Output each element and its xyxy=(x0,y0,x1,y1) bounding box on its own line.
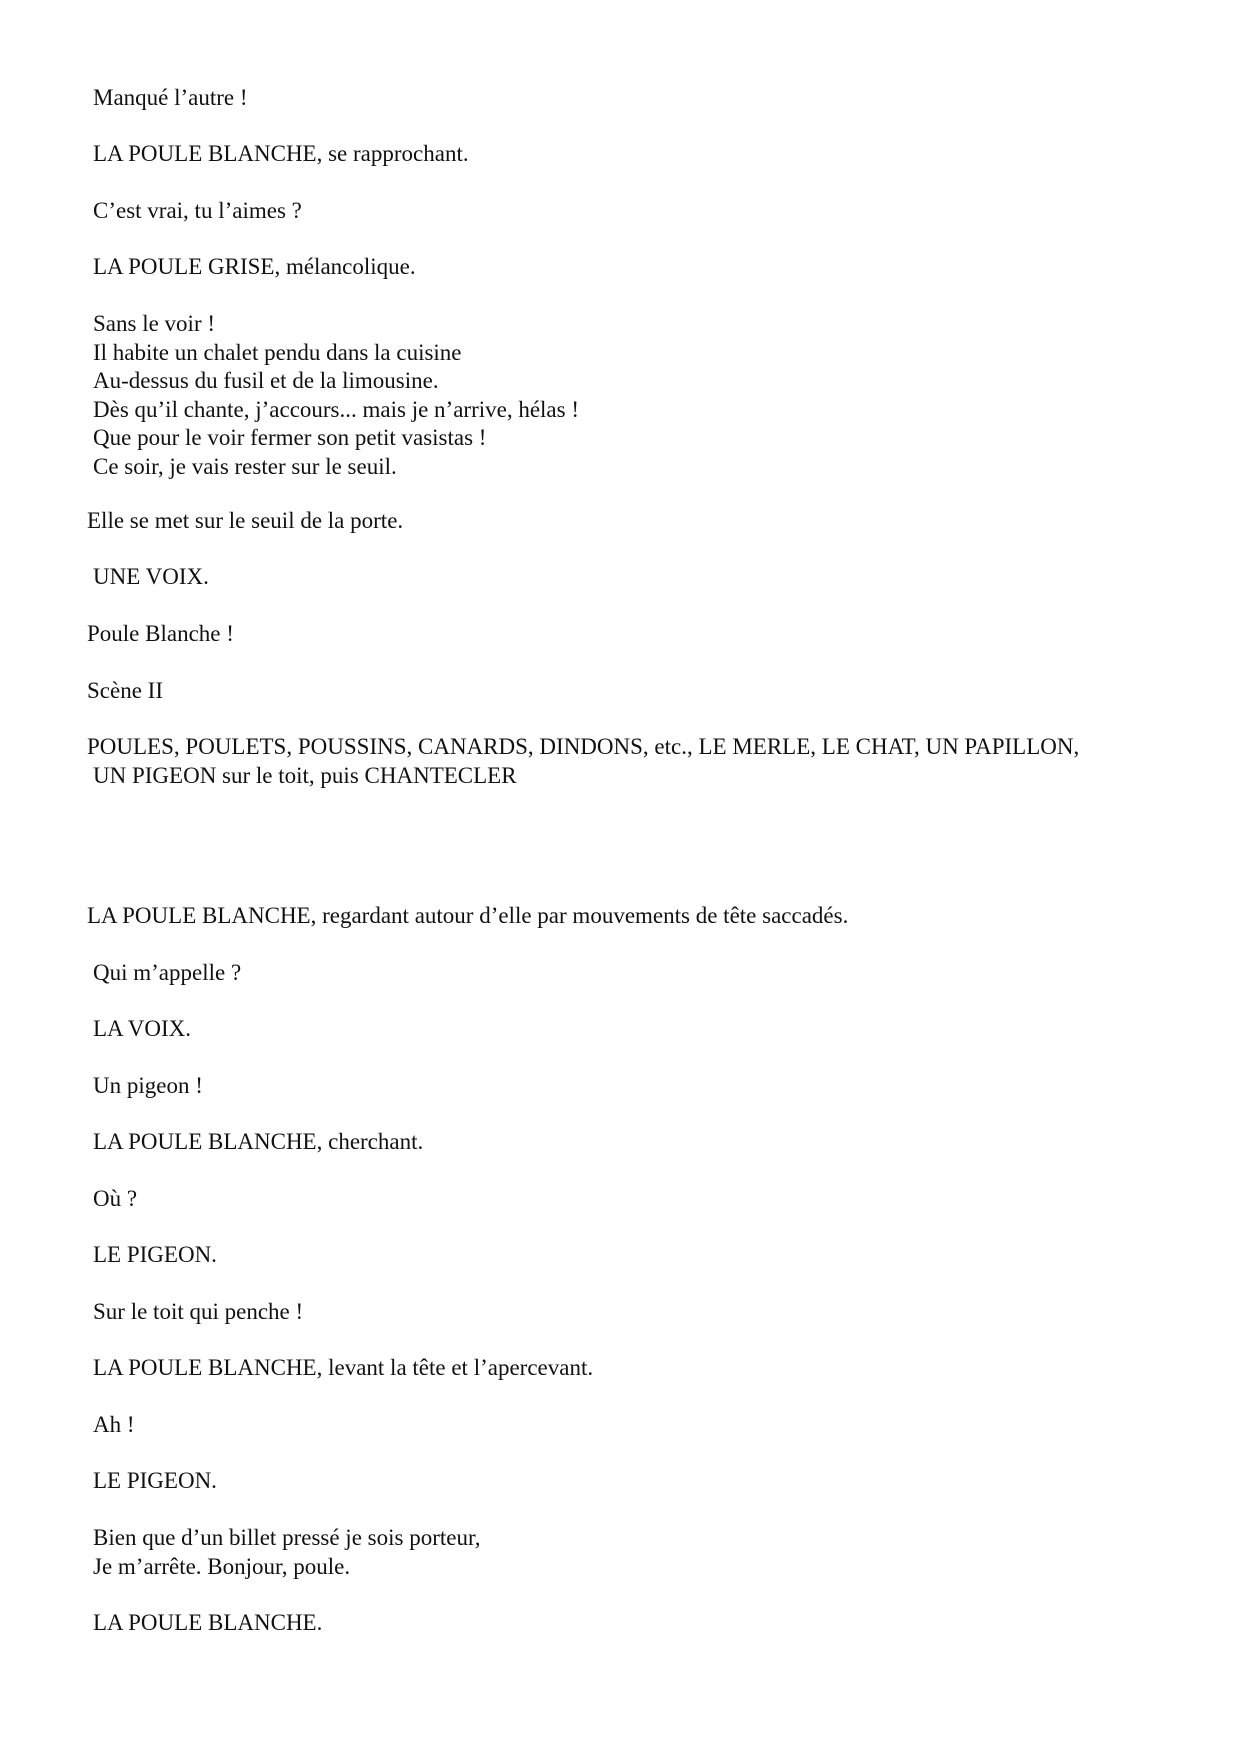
dialogue-line: Un pigeon ! xyxy=(93,1073,203,1098)
dialogue-line: Où ? xyxy=(93,1186,138,1211)
speaker-heading: LA POULE BLANCHE. xyxy=(93,1610,323,1635)
verse-block xyxy=(93,1524,480,1581)
dialogue-line: Qui m’appelle ? xyxy=(93,960,242,985)
speaker-heading: LA POULE BLANCHE, regardant autour d’elle par mouvements de tête saccadés. xyxy=(87,903,849,928)
scene-heading: Scène II xyxy=(87,678,163,703)
dialogue-line: Sur le toit qui penche ! xyxy=(93,1299,304,1324)
verse-line: Dès qu’il chante, j’accours... mais je n’arrive, hélas ! xyxy=(93,396,579,422)
dialogue-line: Poule Blanche ! xyxy=(87,621,234,646)
verse-line: Sans le voir ! xyxy=(93,311,216,336)
character-list-line: POULES, POULETS, POUSSINS, CANARDS, DINDONS, etc., LE MERLE, LE CHAT, UN PAPILLON, xyxy=(87,734,1080,759)
speaker-heading: LA POULE BLANCHE, cherchant. xyxy=(93,1129,424,1154)
verse-line: Au-dessus du fusil et de la limousine. xyxy=(93,368,439,393)
verse-line: Il habite un chalet pendu dans la cuisine xyxy=(93,339,462,365)
verse-line: Je m’arrête. Bonjour, poule. xyxy=(93,1553,351,1579)
verse-block xyxy=(93,310,579,481)
speaker-heading: LA POULE BLANCHE, levant la tête et l’apercevant. xyxy=(93,1355,594,1380)
speaker-heading: LA VOIX. xyxy=(93,1016,191,1041)
speaker-heading: LA POULE GRISE, mélancolique. xyxy=(93,254,416,279)
character-list xyxy=(87,733,1157,790)
speaker-heading: LE PIGEON. xyxy=(93,1242,217,1267)
dialogue-line: C’est vrai, tu l’aimes ? xyxy=(93,198,302,223)
speaker-heading: UNE VOIX. xyxy=(93,564,209,589)
verse-line: Que pour le voir fermer son petit vasistas ! xyxy=(93,425,487,450)
verse-line: Bien que d’un billet pressé je sois porteur, xyxy=(93,1525,481,1550)
verse-line: Ce soir, je vais rester sur le seuil. xyxy=(93,453,397,479)
stage-direction: Elle se met sur le seuil de la porte. xyxy=(87,508,404,533)
character-list-line: UN PIGEON sur le toit, puis CHANTECLER xyxy=(93,762,517,788)
dialogue-line: Ah ! xyxy=(93,1412,135,1437)
speaker-heading: LE PIGEON. xyxy=(93,1468,217,1493)
dialogue-line: Manqué l’autre ! xyxy=(93,85,248,110)
speaker-heading: LA POULE BLANCHE, se rapprochant. xyxy=(93,141,469,166)
